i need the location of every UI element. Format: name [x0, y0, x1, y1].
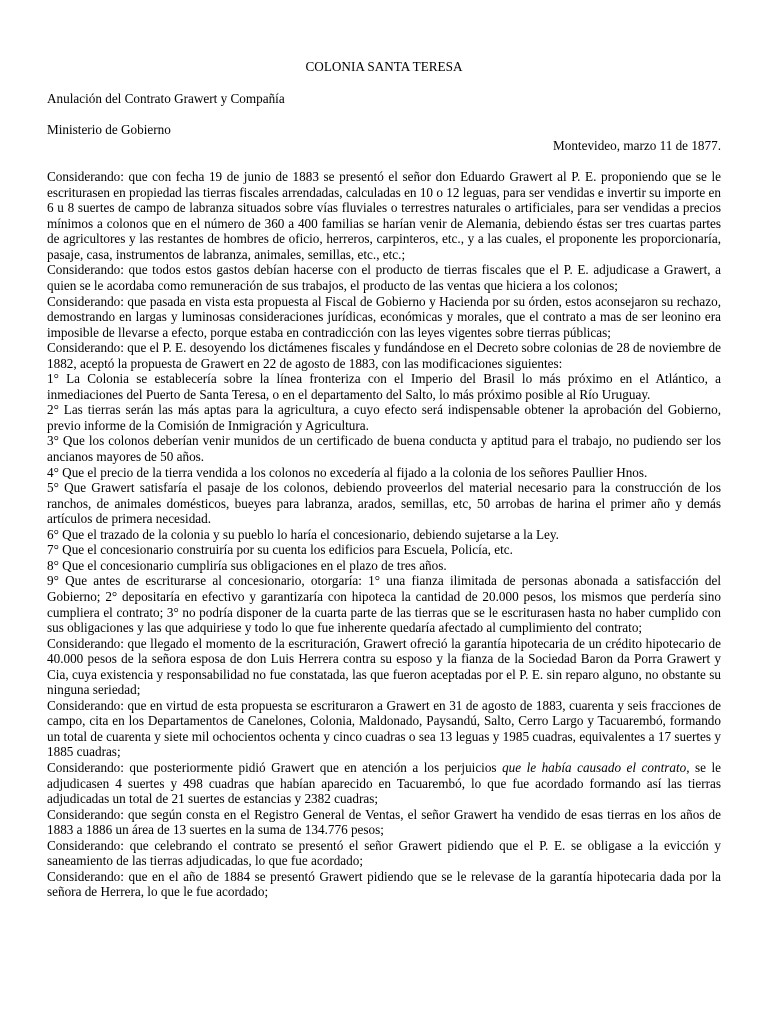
paragraph: Considerando: que todos estos gastos debían hacerse con el producto de tierras fiscales que el P. E. adjudicase a Grawert, a quien se le acordaba como remuneración de sus trabajos, el producto de las ventas que hiciera a los colonos; — [47, 262, 721, 294]
paragraph-text: Considerando: que posteriormente pidió Grawert que en atención a los perjuicios — [47, 759, 503, 775]
document-title: COLONIA SANTA TERESA — [305, 59, 463, 74]
ministry-line: Ministerio de Gobierno — [47, 122, 171, 138]
numbered-item: 3° Que los colonos deberían venir munidos de un certificado de buena conducta y aptitud para el trabajo, no pudiendo ser los ancianos mayores de 50 años. — [47, 433, 721, 465]
paragraph-text: , se le adjudicasen 4 suertes y 498 cuadras que habían aparecido en Tacuarembó, lo que fue acordado formando así las tierras adjudicadas un total de 21 suertes de estancias y 2382 cuadras; — [47, 759, 721, 807]
numbered-item: 4° Que el precio de la tierra vendida a los colonos no excedería al fijado a la colonia de los señores Paullier Hnos. — [47, 464, 648, 480]
paragraph — [47, 760, 721, 807]
paragraph: Considerando: que el P. E. desoyendo los dictámenes fiscales y fundándose en el Decreto sobre colonias de 28 de noviembre de 1882, aceptó la propuesta de Grawert en 22 de agosto de 1883, con las modificaciones siguientes: — [47, 340, 721, 371]
numbered-item: 6° Que el trazado de la colonia y su pueblo lo haría el concesionario, debiendo sujetarse a la Ley. — [47, 526, 559, 542]
document-body — [47, 169, 721, 900]
numbered-item: 2° Las tierras serán las más aptas para la agricultura, a cuyo efecto será indispensable obtener la aprobación del Gobierno, previo informe de la Comisión de Inmigración y Agricultura. — [47, 402, 721, 433]
paragraph: Considerando: que en el año de 1884 se presentó Grawert pidiendo que se le relevase de la garantía hipotecaria dada por la señora de Herrera, lo que le fue acordado; — [47, 868, 721, 900]
numbered-item: 1° La Colonia se establecería sobre la línea fronteriza con el Imperio del Brasil lo más próximo en el Atlántico, a inmediaciones del Puerto de Santa Teresa, o en el departamento del Salto, lo más próximo posible al Río Uruguay. — [47, 371, 721, 402]
paragraph: Considerando: que con fecha 19 de junio de 1883 se presentó el señor don Eduardo Grawert al P. E. proponiendo que se le escriturasen en propiedad las tierras fiscales arrendadas, calculadas en 10 o 12 leguas, para ser vendidas e invertir su importe en 6 u 8 suertes de campo de labranza situados sobre vías fluviales o terrestres naturales o artificiales, para ser vendidas a precios mínimos a colonos que en el número de 360 a 400 familias se harían venir de Alemania, debiendo éstas ser tres cuartas partes de agricultores y las restantes de hombres de oficio, herreros, carpinteros, etc., y a las cuales, el proponente les proporcionaría, pasaje, casa, instrumentos de labranza, animales, semillas, etc., etc.; — [47, 169, 721, 262]
numbered-item: 5° Que Grawert satisfaría el pasaje de los colonos, debiendo proveerlos del material necesario para la construcción de los ranchos, de animales domésticos, bueyes para labranza, arados, semillas, etc, 50 arrobas de harina el primer año y demás artículos de primera necesidad. — [47, 480, 721, 527]
numbered-item: 9° Que antes de escriturarse al concesionario, otorgaría: 1° una fianza ilimitada de personas abonada a satisfacción del Gobierno; 2° depositaría en efectivo y garantizaría con hipoteca la cantidad de 20.000 pesos, los mismos que perdería sino cumpliera el contrato; 3° no podría disponer de la cuarta parte de las tierras que se le escriturasen hasta no haber cumplido con sus obligaciones y las que adquiriese y todo lo que fue inherente quedaría afectado al cumplimiento del contrato; — [47, 573, 721, 636]
paragraph: Considerando: que según consta en el Registro General de Ventas, el señor Grawert ha vendido de esas tierras en los años de 1883 a 1886 un área de 13 suertes en la suma de 134.776 pesos; — [47, 806, 721, 838]
paragraph: Considerando: que celebrando el contrato se presentó el señor Grawert pidiendo que el P. E. se obligase a la evicción y saneamiento de las tierras adjudicadas, lo que fue acordado; — [47, 837, 721, 869]
document-subtitle: Anulación del Contrato Grawert y Compañía — [47, 90, 285, 106]
numbered-item: 8° Que el concesionario cumpliría sus obligaciones en el plazo de tres años. — [47, 557, 447, 573]
numbered-item: 7° Que el concesionario construiría por su cuenta los edificios para Escuela, Policía, etc. — [47, 542, 513, 558]
paragraph: Considerando: que pasada en vista esta propuesta al Fiscal de Gobierno y Hacienda por su órden, estos aconsejaron su rechazo, demostrando en largas y luminosas consideraciones jurídicas, económicas y morales, que el contrato a mas de ser leonino era imposible de llevarse a efecto, porque estaba en contradicción con las leyes vigentes sobre tierras públicas; — [47, 293, 721, 340]
paragraph: Considerando: que llegado el momento de la escrituración, Grawert ofreció la garantía hipotecaria de un crédito hipotecario de 40.000 pesos de la señora esposa de don Luis Herrera contra su esposo y la fianza de la Sociedad Baron da Porra Grawert y Cia, cuya existencia y responsabilidad no fue constatada, las que fueron aceptadas por el P. E. sin reparo alguno, no obstante su ninguna seriedad; — [47, 635, 721, 698]
italic-phrase: que le había causado el contrato — [502, 759, 687, 775]
paragraph: Considerando: que en virtud de esta propuesta se escrituraron a Grawert en 31 de agosto de 1883, cuarenta y seis fracciones de campo, cita en los Departamentos de Canelones, Colonia, Maldonado, Paysandú, Salto, Cerro Largo y Tacuarembó, formando un total de cuarenta y siete mil ochocientos ochenta y cinco cuadras o sea 13 leguas y 1985 cuadras, equivalentes a 17 suertes y 1885 cuadras; — [47, 697, 721, 760]
date-line: Montevideo, marzo 11 de 1877. — [553, 137, 721, 153]
